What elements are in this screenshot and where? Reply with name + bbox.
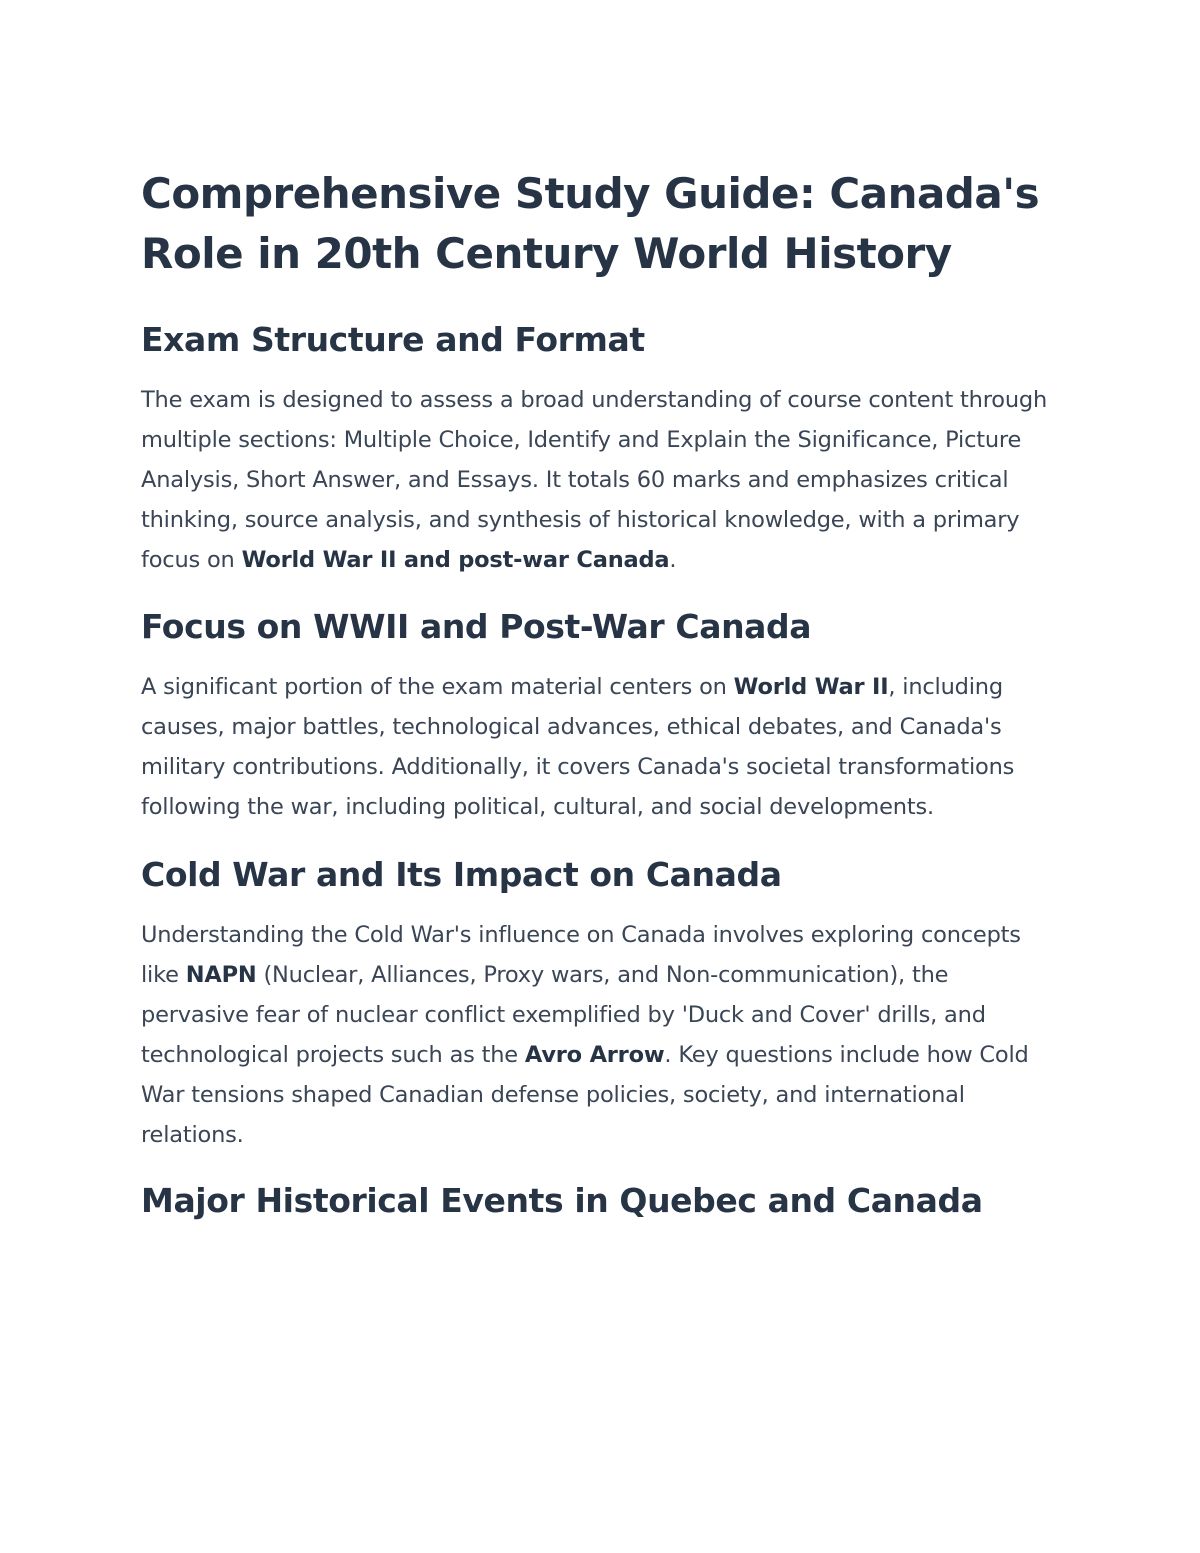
bold-term-wwii: World War II <box>733 674 889 700</box>
bold-term-wwii-postwar: World War II and post-war Canada <box>241 547 670 573</box>
section-paragraph-exam-structure <box>141 380 1061 580</box>
paragraph-text: . <box>669 547 677 573</box>
bold-term-napn: NAPN <box>185 962 257 988</box>
document-page <box>141 164 1061 1223</box>
paragraph-text: (Nuclear, Alliances, Proxy wars, and Non-communication), the pervasive fear of nuclear conflict exemplified by 'Duck and Cover' drills, and technological projects such as the <box>141 962 986 1068</box>
section-paragraph-wwii-postwar <box>141 667 1061 827</box>
paragraph-text: . Key questions include how Cold War tensions shaped Canadian defense policies, society, and international relations. <box>141 1042 1029 1148</box>
section-heading-cold-war: Cold War and Its Impact on Canada <box>141 855 782 894</box>
paragraph-text: , including causes, major battles, technological advances, ethical debates, and Canada's military contributions. Additionally, it covers Canada's societal transformations following the war, including political, cultural, and social developments. <box>141 674 1015 820</box>
section-heading-quebec-canada: Major Historical Events in Quebec and Canada <box>141 1181 983 1220</box>
section-paragraph-cold-war <box>141 915 1061 1155</box>
page-title: Comprehensive Study Guide: Canada's Role in 20th Century World History <box>141 169 1040 278</box>
paragraph-text: A significant portion of the exam material centers on <box>141 674 734 700</box>
paragraph-text: The exam is designed to assess a broad understanding of course content through multiple sections: Multiple Choice, Identify and Explain the Significance, Picture Analysis, Short Answer, and Essays. It totals 60 marks and emphasizes critical thinking, source analysis, and synthesis of historical knowledge, with a primary focus on <box>141 387 1048 573</box>
paragraph-text: Understanding the Cold War's influence on Canada involves exploring concepts like <box>141 922 1021 988</box>
section-heading-wwii-postwar: Focus on WWII and Post-War Canada <box>141 607 812 646</box>
section-heading-exam-structure: Exam Structure and Format <box>141 320 645 359</box>
bold-term-avro-arrow: Avro Arrow <box>524 1042 665 1068</box>
